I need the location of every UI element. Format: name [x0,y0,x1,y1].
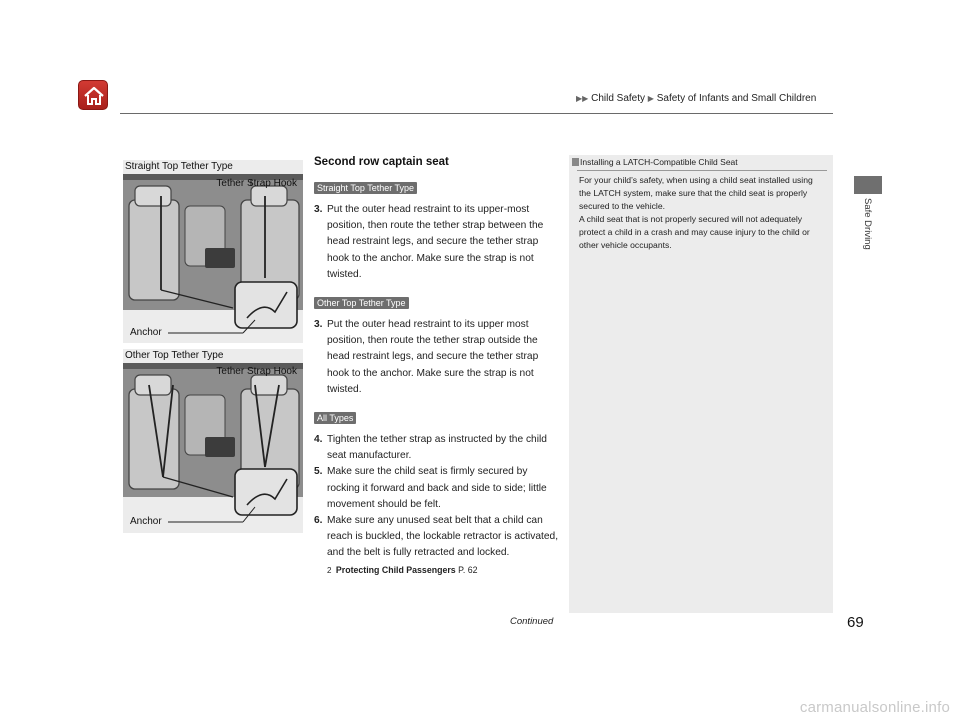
step-text: Tighten the tether strap as instructed by the child seat manufacturer. [327,434,547,462]
step-text: Put the outer head restraint to its upper-most position, then route the tether strap between the head restraint legs, and secure the tether strap hook to the anchor. Make sure the strap is not twisted. [327,204,544,280]
header-divider [120,113,833,114]
reference-page: P. 62 [458,564,478,575]
figure-other-tether [123,349,303,533]
note-body [579,174,827,252]
type-tag: All Types [314,412,356,424]
breadcrumb-item[interactable]: Safety of Infants and Small Children [656,93,817,104]
note-divider [577,170,827,171]
watermark: carmanualsonline.info [799,699,950,716]
step-text: Put the outer head restraint to its upper most position, then route the tether strap outside the head restraint legs, and secure the tether strap hook to the anchor. Make sure the strap is not twisted. [327,319,539,395]
home-icon [82,84,106,108]
note-paragraph: A child seat that is not properly secured will not adequately protect a child in a crash and may cause injury to the child or other vehicle occupants. [579,214,810,250]
figure-title: Straight Top Tether Type [125,161,233,172]
step-number: 4. [314,434,323,446]
step-number: 3. [314,319,323,331]
home-button[interactable] [78,80,108,110]
page-number: 69 [847,614,864,631]
tether-hook-label: Tether Strap Hook [216,366,297,377]
instructions-column [314,156,560,575]
note-heading [569,157,833,167]
chapter-tab[interactable] [854,176,882,194]
reference-title: Protecting Child Passengers [335,564,456,575]
type-tag: Straight Top Tether Type [314,182,417,194]
figure-title: Other Top Tether Type [125,350,224,361]
section-title: Second row captain seat [314,156,449,168]
note-panel [569,155,833,613]
anchor-label: Anchor [130,516,162,527]
breadcrumb-arrow-icon: ▶▶ [576,94,589,103]
note-heading-text: Installing a LATCH-Compatible Child Seat [580,157,738,167]
instruction-step [314,432,560,464]
type-tag: Other Top Tether Type [314,297,409,309]
instruction-step [314,317,560,398]
note-paragraph: For your child’s safety, when using a child seat installed using the LATCH system, make sure that the child seat is properly secured to the vehicle. [579,175,813,211]
anchor-label: Anchor [130,327,162,338]
step-number: 3. [314,204,323,215]
instruction-step [314,464,560,513]
figure-straight-tether [123,160,303,343]
breadcrumb [576,93,816,104]
note-marker-icon [572,158,579,166]
instruction-step [314,202,560,283]
cross-reference-link[interactable] [327,565,560,575]
step-number: 6. [314,515,323,527]
breadcrumb-item[interactable]: Child Safety [591,93,646,104]
continued-label: Continued [510,616,554,627]
tether-hook-label: Tether Strap Hook [216,178,297,189]
breadcrumb-arrow-icon: ▶ [647,94,654,103]
step-text: Make sure any unused seat belt that a child can reach is buckled, the lockable retractor is activated, and the belt is fully retracted and locked. [327,515,559,559]
chapter-tab-label: Safe Driving [862,198,873,250]
step-text: Make sure the child seat is firmly secured by rocking it forward and back and side to side; little movement should be felt. [327,466,547,510]
step-number: 5. [314,466,323,478]
reference-arrow-icon: 2 [327,565,332,575]
instruction-step [314,513,560,562]
